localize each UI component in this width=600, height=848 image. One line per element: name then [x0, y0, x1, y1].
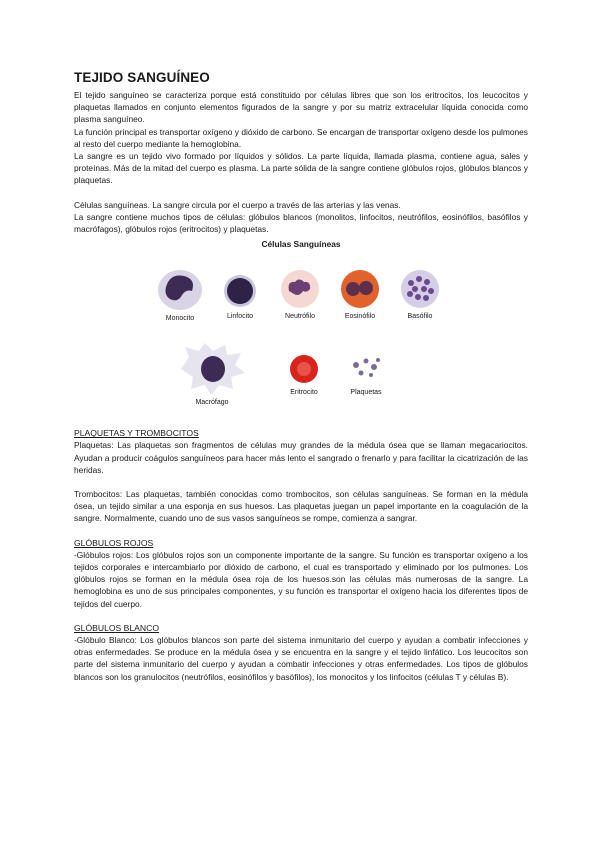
neutrophil-image [277, 267, 323, 311]
macrophage-image [175, 339, 249, 397]
platelets-image [346, 351, 386, 387]
blood-cells-figure [74, 239, 528, 417]
cell-label: Basófilo [407, 313, 433, 321]
basophil-image [397, 267, 443, 311]
figure-title: Células Sanguíneas [261, 239, 341, 250]
intro-paragraph: La sangre es un tejido vivo formado por líquidos y sólidos. La parte líquida, llamada plasma, contiene agua, sales y proteínas. Más de la mitad del cuerpo es plasma. La parte sólida de la sangre contiene glóbulos rojos, glóbulos blancos y plaquetas. [74, 151, 528, 186]
lymphocyte-cell [210, 271, 270, 320]
monocyte-cell [150, 267, 210, 322]
platelets-cell [336, 351, 396, 396]
cell-label: Monocito [165, 315, 195, 323]
erythrocyte-image [286, 351, 322, 387]
cell-label: Macrófago [195, 399, 229, 407]
eosinophil-cell [330, 267, 390, 320]
cells-intro-paragraph: Células sanguíneas. La sangre circula por el cuerpo a través de las arterias y las venas. [74, 199, 401, 210]
section-heading: GLÓBULOS ROJOS [74, 537, 154, 548]
page-title: TEJIDO SANGUÍNEO [74, 70, 210, 85]
cell-label: Plaquetas [350, 389, 382, 397]
monocyte-image [156, 267, 204, 313]
intro-paragraph: El tejido sanguíneo se caracteriza porque está constituido por células libres que son los eritrocitos, los leucocitos y plaquetas llamados en conjunto elementos figurados de la sangre y por su matriz extracelular líquida conocida como plasma sanguíneo. [74, 90, 528, 125]
section-paragraph: Plaquetas: Las plaquetas son fragmentos de células muy grandes de la médula ósea que se llaman megacariocitos. Ayudan a producir coágulos sanguíneos para hacer más lento el sangrado o frenarlo y para facilitar la cicatrización de las heridas. [74, 440, 528, 475]
erythrocyte-cell [274, 351, 334, 396]
neutrophil-cell [270, 267, 330, 320]
basophil-cell [390, 267, 450, 320]
section-paragraph: -Glóbulo Blanco: Los glóbulos blancos son parte del sistema inmunitario del cuerpo y ayudan a combatir infecciones y otras enfermedades. Se produce en la médula ósea y se encuentra en la sangre y el tejido linfático. Los leucocitos son parte del sistema inmunitario del cuerpo y ayudan a combatir infecciones y otras enfermedades. Los tipos de glóbulos blancos son los granulocitos (neutrófilos, eosinófilos y basófilos), los monocitos y los linfocitos (células T y células B). [74, 635, 528, 682]
section-paragraph: Trombocitos: Las plaquetas, también conocidas como trombocitos, son células sanguíneas. Se forman en la médula ósea, un tejido similar a una esponja en sus huesos. Las plaquetas juegan un papel importante en la coagulación de la sangre. Normalmente, cuando uno de sus vasos sanguíneos se rompe, comienza a sangrar. [74, 489, 528, 524]
eosinophil-image [337, 267, 383, 311]
intro-paragraph: La función principal es transportar oxígeno y dióxido de carbono. Se encargan de transportar oxígeno desde los pulmones al resto del cuerpo mediante la hemoglobina. [74, 126, 528, 149]
macrophage-cell [172, 339, 252, 406]
cell-label: Eritrocito [290, 389, 318, 397]
lymphocyte-image [220, 271, 260, 311]
cell-label: Eosinófilo [344, 313, 376, 321]
cells-intro-paragraph: La sangre contiene muchos tipos de células: glóbulos blancos (monolitos, linfocitos, neutrófilos, eosinófilos, basófilos y macrófagos), glóbulos rojos (eritrocitos) y plaquetas. [74, 211, 528, 235]
section-heading: PLAQUETAS Y TROMBOCITOS [74, 428, 199, 439]
cell-label: Linfocito [226, 313, 254, 321]
document-page [74, 70, 528, 683]
section-heading: GLÓBULOS BLANCO [74, 622, 160, 633]
cell-label: Neutrófilo [285, 313, 315, 321]
section-paragraph: -Glóbulos rojos: Los glóbulos rojos son un componente importante de la sangre. Su función es transportar oxígeno a los tejidos corporales e intercambiarlo por dióxido de carbono, el cual es transportado y eliminado por los pulmones. Los glóbulos rojos se forman en la médula ósea roja de los huesos.son las células más numerosas de la sangre. La hemoglobina es uno de sus principales componentes, y su función es transportar el oxígeno hacia los diferentes tipos de tejidos del cuerpo. [74, 549, 528, 609]
